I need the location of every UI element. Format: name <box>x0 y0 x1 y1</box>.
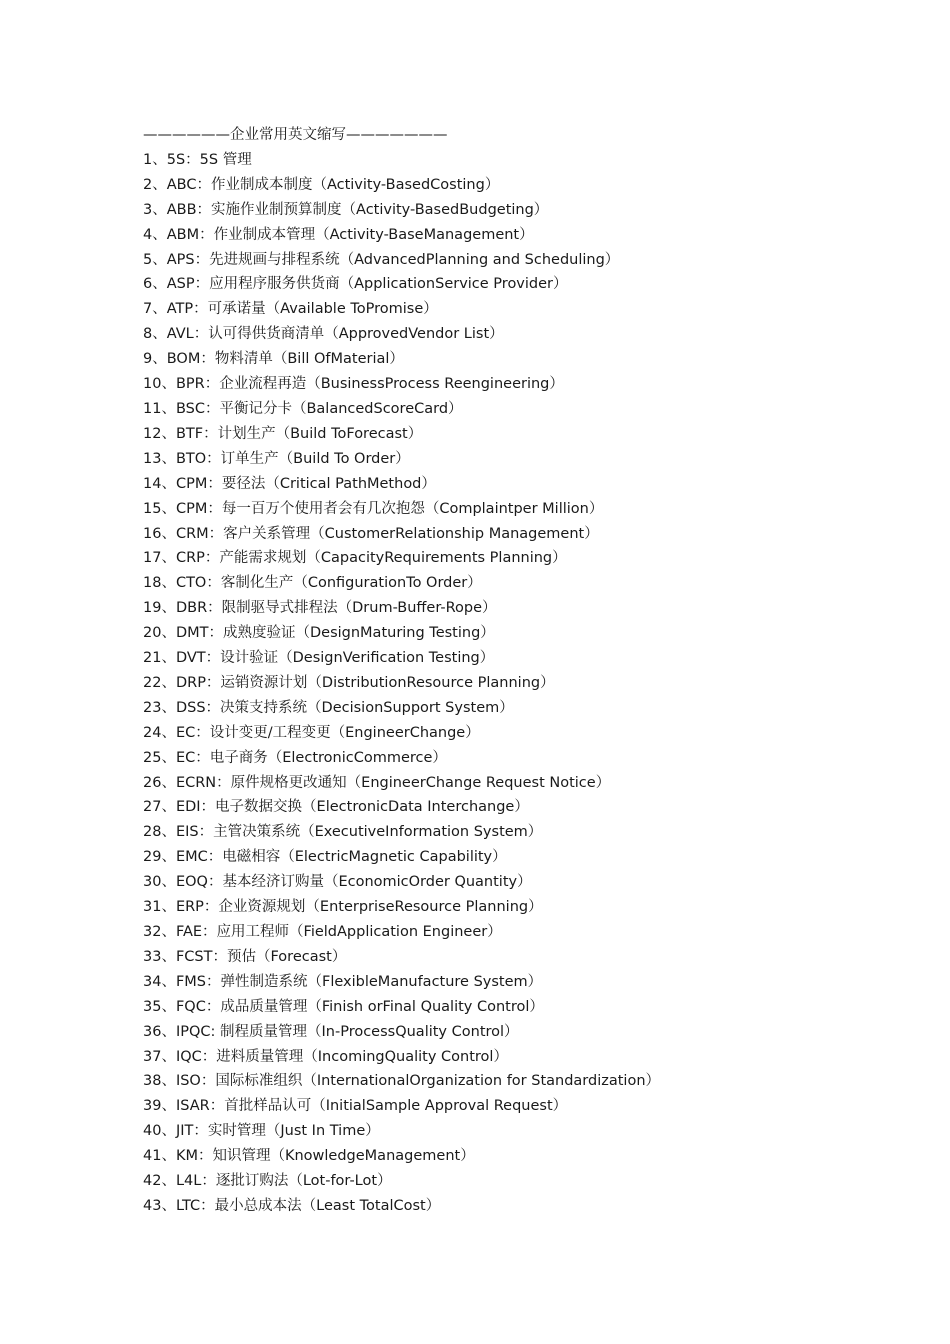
list-item: 23、DSS：决策支持系统（DecisionSupport System） <box>143 699 514 716</box>
list-item: 36、IPQC: 制程质量管理（In-ProcessQuality Control） <box>143 1023 519 1040</box>
list-item: 24、EC：设计变更/工程变更（EngineerChange） <box>143 724 480 741</box>
list-item: 15、CPM：每一百万个使用者会有几次抱怨（Complaintper Million） <box>143 500 604 517</box>
list-item: 8、AVL：认可得供货商清单（ApprovedVendor List） <box>143 326 504 343</box>
list-item: 27、EDI：电子数据交换（ElectronicData Interchange） <box>143 799 529 816</box>
list-item: 13、BTO：订单生产（Build To Order） <box>143 450 410 467</box>
list-item: 29、EMC：电磁相容（ElectricMagnetic Capability） <box>143 849 507 866</box>
list-item: 40、JIT：实时管理（Just In Time） <box>143 1123 380 1140</box>
list-item: 10、BPR：企业流程再造（BusinessProcess Reengineering） <box>143 376 564 393</box>
list-item: 39、ISAR：首批样品认可（InitialSample Approval Request） <box>143 1098 568 1115</box>
list-item: 7、ATP：可承诺量（Available ToPromise） <box>143 301 438 318</box>
list-item: 14、CPM：要径法（Critical PathMethod） <box>143 475 436 492</box>
list-item: 28、EIS：主管决策系统（ExecutiveInformation System） <box>143 824 543 841</box>
list-item: 18、CTO：客制化生产（ConfigurationTo Order） <box>143 575 482 592</box>
list-item: 26、ECRN：原件规格更改通知（EngineerChange Request Notice） <box>143 774 611 791</box>
document-heading: ——————企业常用英文缩写——————— <box>143 127 448 143</box>
list-item: 25、EC：电子商务（ElectronicCommerce） <box>143 749 447 766</box>
list-item: 20、DMT：成熟度验证（DesignMaturing Testing） <box>143 625 495 642</box>
list-item: 21、DVT：设计验证（DesignVerification Testing） <box>143 650 495 667</box>
list-item: 31、ERP：企业资源规划（EnterpriseResource Planning） <box>143 899 543 916</box>
list-item: 43、LTC：最小总成本法（Least TotalCost） <box>143 1197 441 1214</box>
list-item: 11、BSC：平衡记分卡（BalancedScoreCard） <box>143 400 463 417</box>
list-item: 6、ASP：应用程序服务供货商（ApplicationService Provider） <box>143 276 568 293</box>
list-item: 22、DRP：运销资源计划（DistributionResource Planning） <box>143 674 555 691</box>
list-item: 30、EOQ：基本经济订购量（EconomicOrder Quantity） <box>143 874 532 891</box>
list-item: 41、KM：知识管理（KnowledgeManagement） <box>143 1148 475 1165</box>
list-item: 38、ISO：国际标准组织（InternationalOrganization for Standardization） <box>143 1073 661 1090</box>
list-item: 17、CRP：产能需求规划（CapacityRequirements Planning） <box>143 550 567 567</box>
list-item: 2、ABC：作业制成本制度（Activity-BasedCosting） <box>143 176 500 193</box>
list-item: 1、5S：5S 管理 <box>143 151 252 168</box>
list-item: 9、BOM：物料清单（Bill OfMaterial） <box>143 351 404 368</box>
list-item: 19、DBR：限制驱导式排程法（Drum-Buffer-Rope） <box>143 600 497 617</box>
abbreviation-list <box>143 148 863 1219</box>
list-item: 12、BTF：计划生产（Build ToForecast） <box>143 425 423 442</box>
list-item: 4、ABM：作业制成本管理（Activity-BaseManagement） <box>143 226 534 243</box>
list-item: 16、CRM：客户关系管理（CustomerRelationship Management） <box>143 525 599 542</box>
list-item: 37、IQC：进料质量管理（IncomingQuality Control） <box>143 1048 508 1065</box>
document-body <box>143 123 863 1219</box>
list-item: 42、L4L：逐批订购法（Lot-for-Lot） <box>143 1173 392 1190</box>
list-item: 5、APS：先进规画与排程系统（AdvancedPlanning and Scheduling） <box>143 251 620 268</box>
list-item: 34、FMS：弹性制造系统（FlexibleManufacture System） <box>143 973 543 990</box>
list-item: 32、FAE：应用工程师（FieldApplication Engineer） <box>143 924 502 940</box>
list-item: 3、ABB：实施作业制预算制度（Activity-BasedBudgeting） <box>143 201 549 218</box>
list-item: 33、FCST：预估（Forecast） <box>143 948 347 965</box>
list-item: 35、FQC：成品质量管理（Finish orFinal Quality Control） <box>143 998 544 1015</box>
